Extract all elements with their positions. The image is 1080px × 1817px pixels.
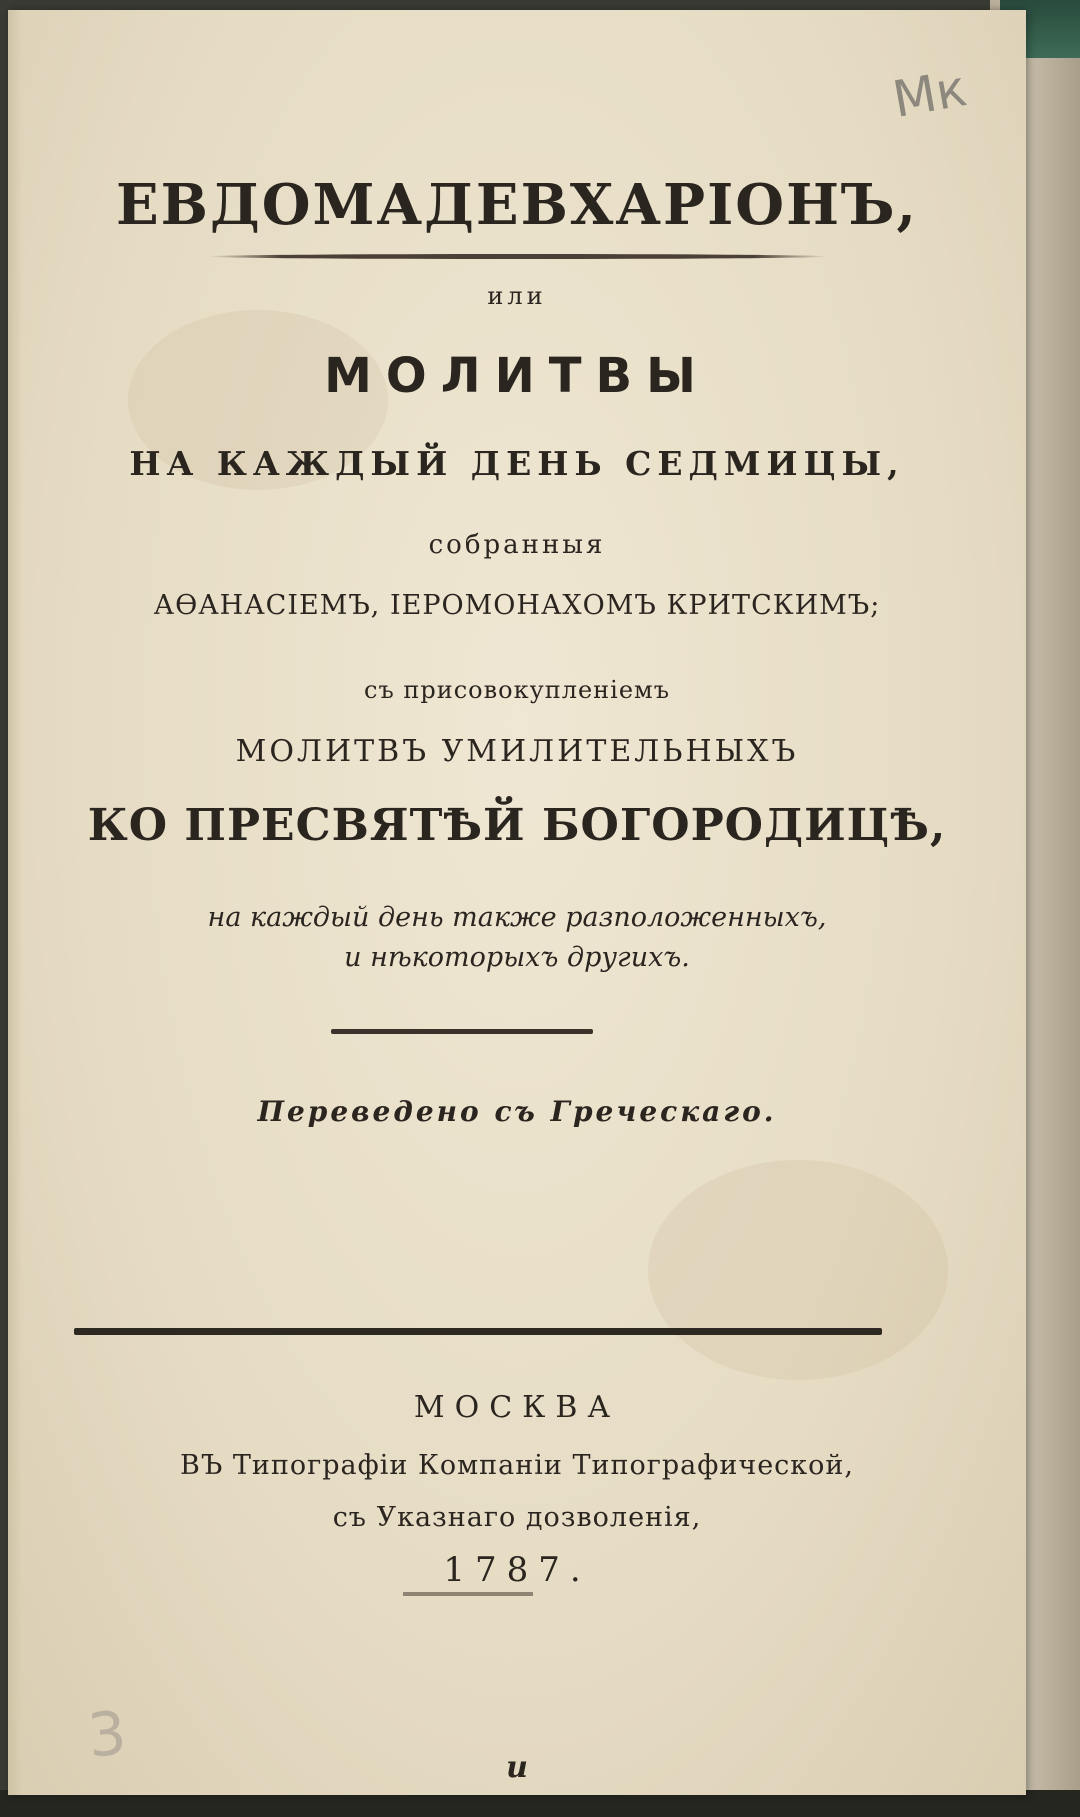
imprint-city: МОСКВА [413,1390,621,1425]
imprint-permission: съ Указнаго дозволенія, [332,1502,702,1533]
section-divider [331,1029,593,1034]
translation-note: Переведено съ Греческаго. [257,1095,777,1128]
title-conjunction: или [487,282,547,310]
signature-mark: и [506,1750,528,1785]
imprint-year: 1787. [443,1550,591,1590]
main-heading: МОЛИТВЫ [324,348,710,404]
book-title: ЕВДОМАДЕВХАРІОНЪ, [115,172,919,238]
handwritten-number: 3 [85,1698,130,1772]
arrangement-line-2: и нѣкоторыхъ другихъ. [344,942,690,973]
arrangement-line-1: на каждый день также разположенныхъ, [207,902,827,933]
dedication-line: КО ПРЕСВЯТѢЙ БОГОРОДИЦѢ, [87,800,947,851]
year-underline [403,1592,533,1596]
addition-line: съ присовокупленіемъ [364,676,670,704]
collected-label: собранныя [428,530,606,560]
subheading: НА КАЖДЫЙ ДЕНЬ СЕДМИЦЫ, [129,444,905,483]
prayers-line: МОЛИТВЪ УМИЛИТЕЛЬНЫХЪ [235,734,799,769]
handwritten-corner-mark: Мк [888,59,971,129]
title-flourish [208,254,828,259]
imprint-printer: ВЪ Типографіи Компаніи Типографической, [179,1450,855,1481]
imprint-divider [74,1328,882,1335]
title-page [8,10,1026,1795]
author-line: АѲАНАСІЕМЪ, ІЕРОМОНАХОМЪ КРИТСКИМЪ; [153,590,881,621]
paper-stain [648,1160,948,1380]
